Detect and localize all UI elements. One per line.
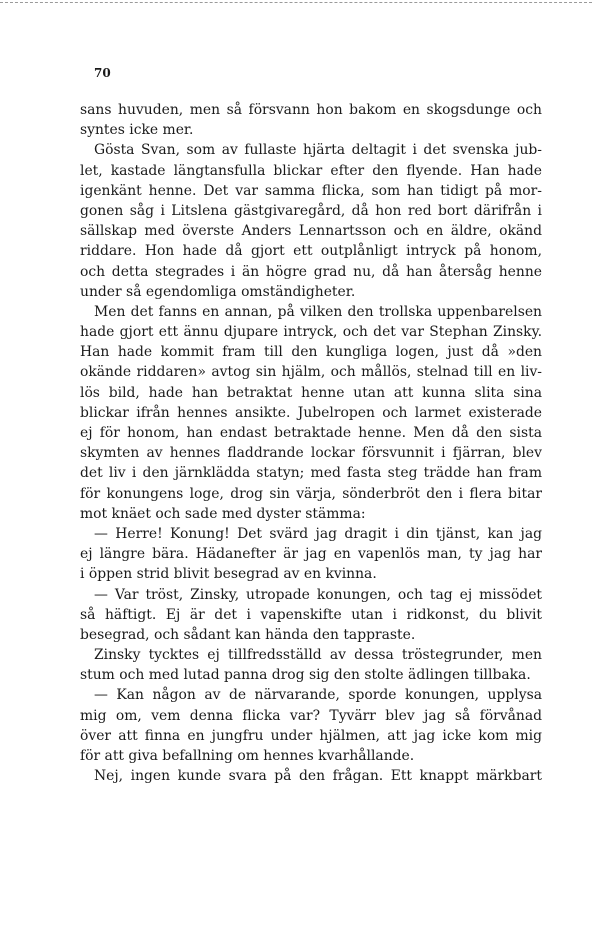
text-line: sans huvuden, men så försvann hon bakom en skogsdunge och	[80, 102, 542, 118]
text-line: Gösta Svan, som av fullaste hjärta deltagit i det svenska jub-	[94, 142, 542, 159]
page-number: 70	[94, 66, 111, 80]
body-text	[80, 100, 542, 786]
text-line: för att giva befallning om hennes kvarhållande.	[80, 748, 415, 764]
text-line: så häftigt. Ej är det i vapenskifte utan i ridkonst, du blivit	[80, 606, 542, 623]
text-line: blickar ifrån hennes ansikte. Jubelropen och larmet existerade	[80, 404, 542, 421]
text-line: det liv i den järnklädda statyn; med fasta steg trädde han fram	[80, 465, 542, 482]
text-line: stum och med lutad panna drog sig den stolte ädlingen tillbaka.	[80, 667, 531, 684]
text-line: och detta stegrades i än högre grad nu, då han återsåg henne	[80, 263, 542, 280]
text-line: Nej, ingen kunde svara på den frågan. Ett knappt märkbart	[94, 768, 542, 785]
text-line: ej för honom, han endast betraktade henne. Men då den sista	[80, 425, 542, 441]
text-line: Zinsky tycktes ej tillfredsställd av dessa tröstegrunder, men	[94, 647, 542, 664]
text-line: riddare. Hon hade då gjort ett outplånligt intryck på honom,	[80, 243, 542, 260]
text-line: syntes icke mer.	[80, 122, 194, 139]
text-line: sällskap med överste Anders Lennartsson och en äldre, okänd	[80, 223, 542, 240]
text-line: lös bild, hade han betraktat henne utan att kunna slita sina	[80, 384, 542, 401]
text-line: över att finna en jungfru under hjälmen, att jag icke kom mig	[80, 727, 542, 744]
text-line: mot knäet och sade med dyster stämma:	[80, 505, 366, 522]
text-line: för konungens loge, drog sin värja, sönderbröt den i flera bitar	[80, 485, 542, 502]
text-line: gonen såg i Litslena gästgivaregård, då hon red bort därifrån i	[80, 202, 542, 219]
text-line: under så egendomliga omständigheter.	[80, 283, 356, 300]
text-line: i öppen strid blivit besegrad av en kvinna.	[80, 566, 377, 583]
text-line: mig om, vem denna flicka var? Tyvärr blev jag så förvånad	[80, 707, 542, 724]
text-line: besegrad, och sådant kan hända den tappraste.	[80, 626, 416, 643]
text-line: — Kan någon av de närvarande, sporde konungen, upplysa	[94, 687, 542, 704]
text-line: let, kastade längtansfulla blickar efter den flyende. Han hade	[80, 162, 542, 179]
text-line: Han hade kommit fram till den kungliga logen, just då »den	[80, 344, 542, 361]
text-line: igenkänt henne. Det var samma flicka, som han tidigt på mor-	[80, 182, 542, 199]
top-edge-rule	[0, 2, 592, 3]
text-line: hade gjort ett ännu djupare intryck, och det var Stephan Zinsky.	[80, 324, 542, 341]
text-line: ej längre bära. Hädanefter är jag en vapenlös man, ty jag har	[80, 546, 542, 563]
text-line: okände riddaren» avtog sin hjälm, och mållös, stelnad till en liv-	[80, 364, 542, 381]
text-line: skymten av hennes fladdrande lockar försvunnit i fjärran, blev	[80, 445, 542, 462]
text-line: Men det fanns en annan, på vilken den trollska uppenbarelsen	[94, 303, 542, 320]
text-line: — Var tröst, Zinsky, utropade konungen, och tag ej missödet	[94, 586, 542, 603]
text-line: — Herre! Konung! Det svärd jag dragit i din tjänst, kan jag	[94, 525, 542, 542]
